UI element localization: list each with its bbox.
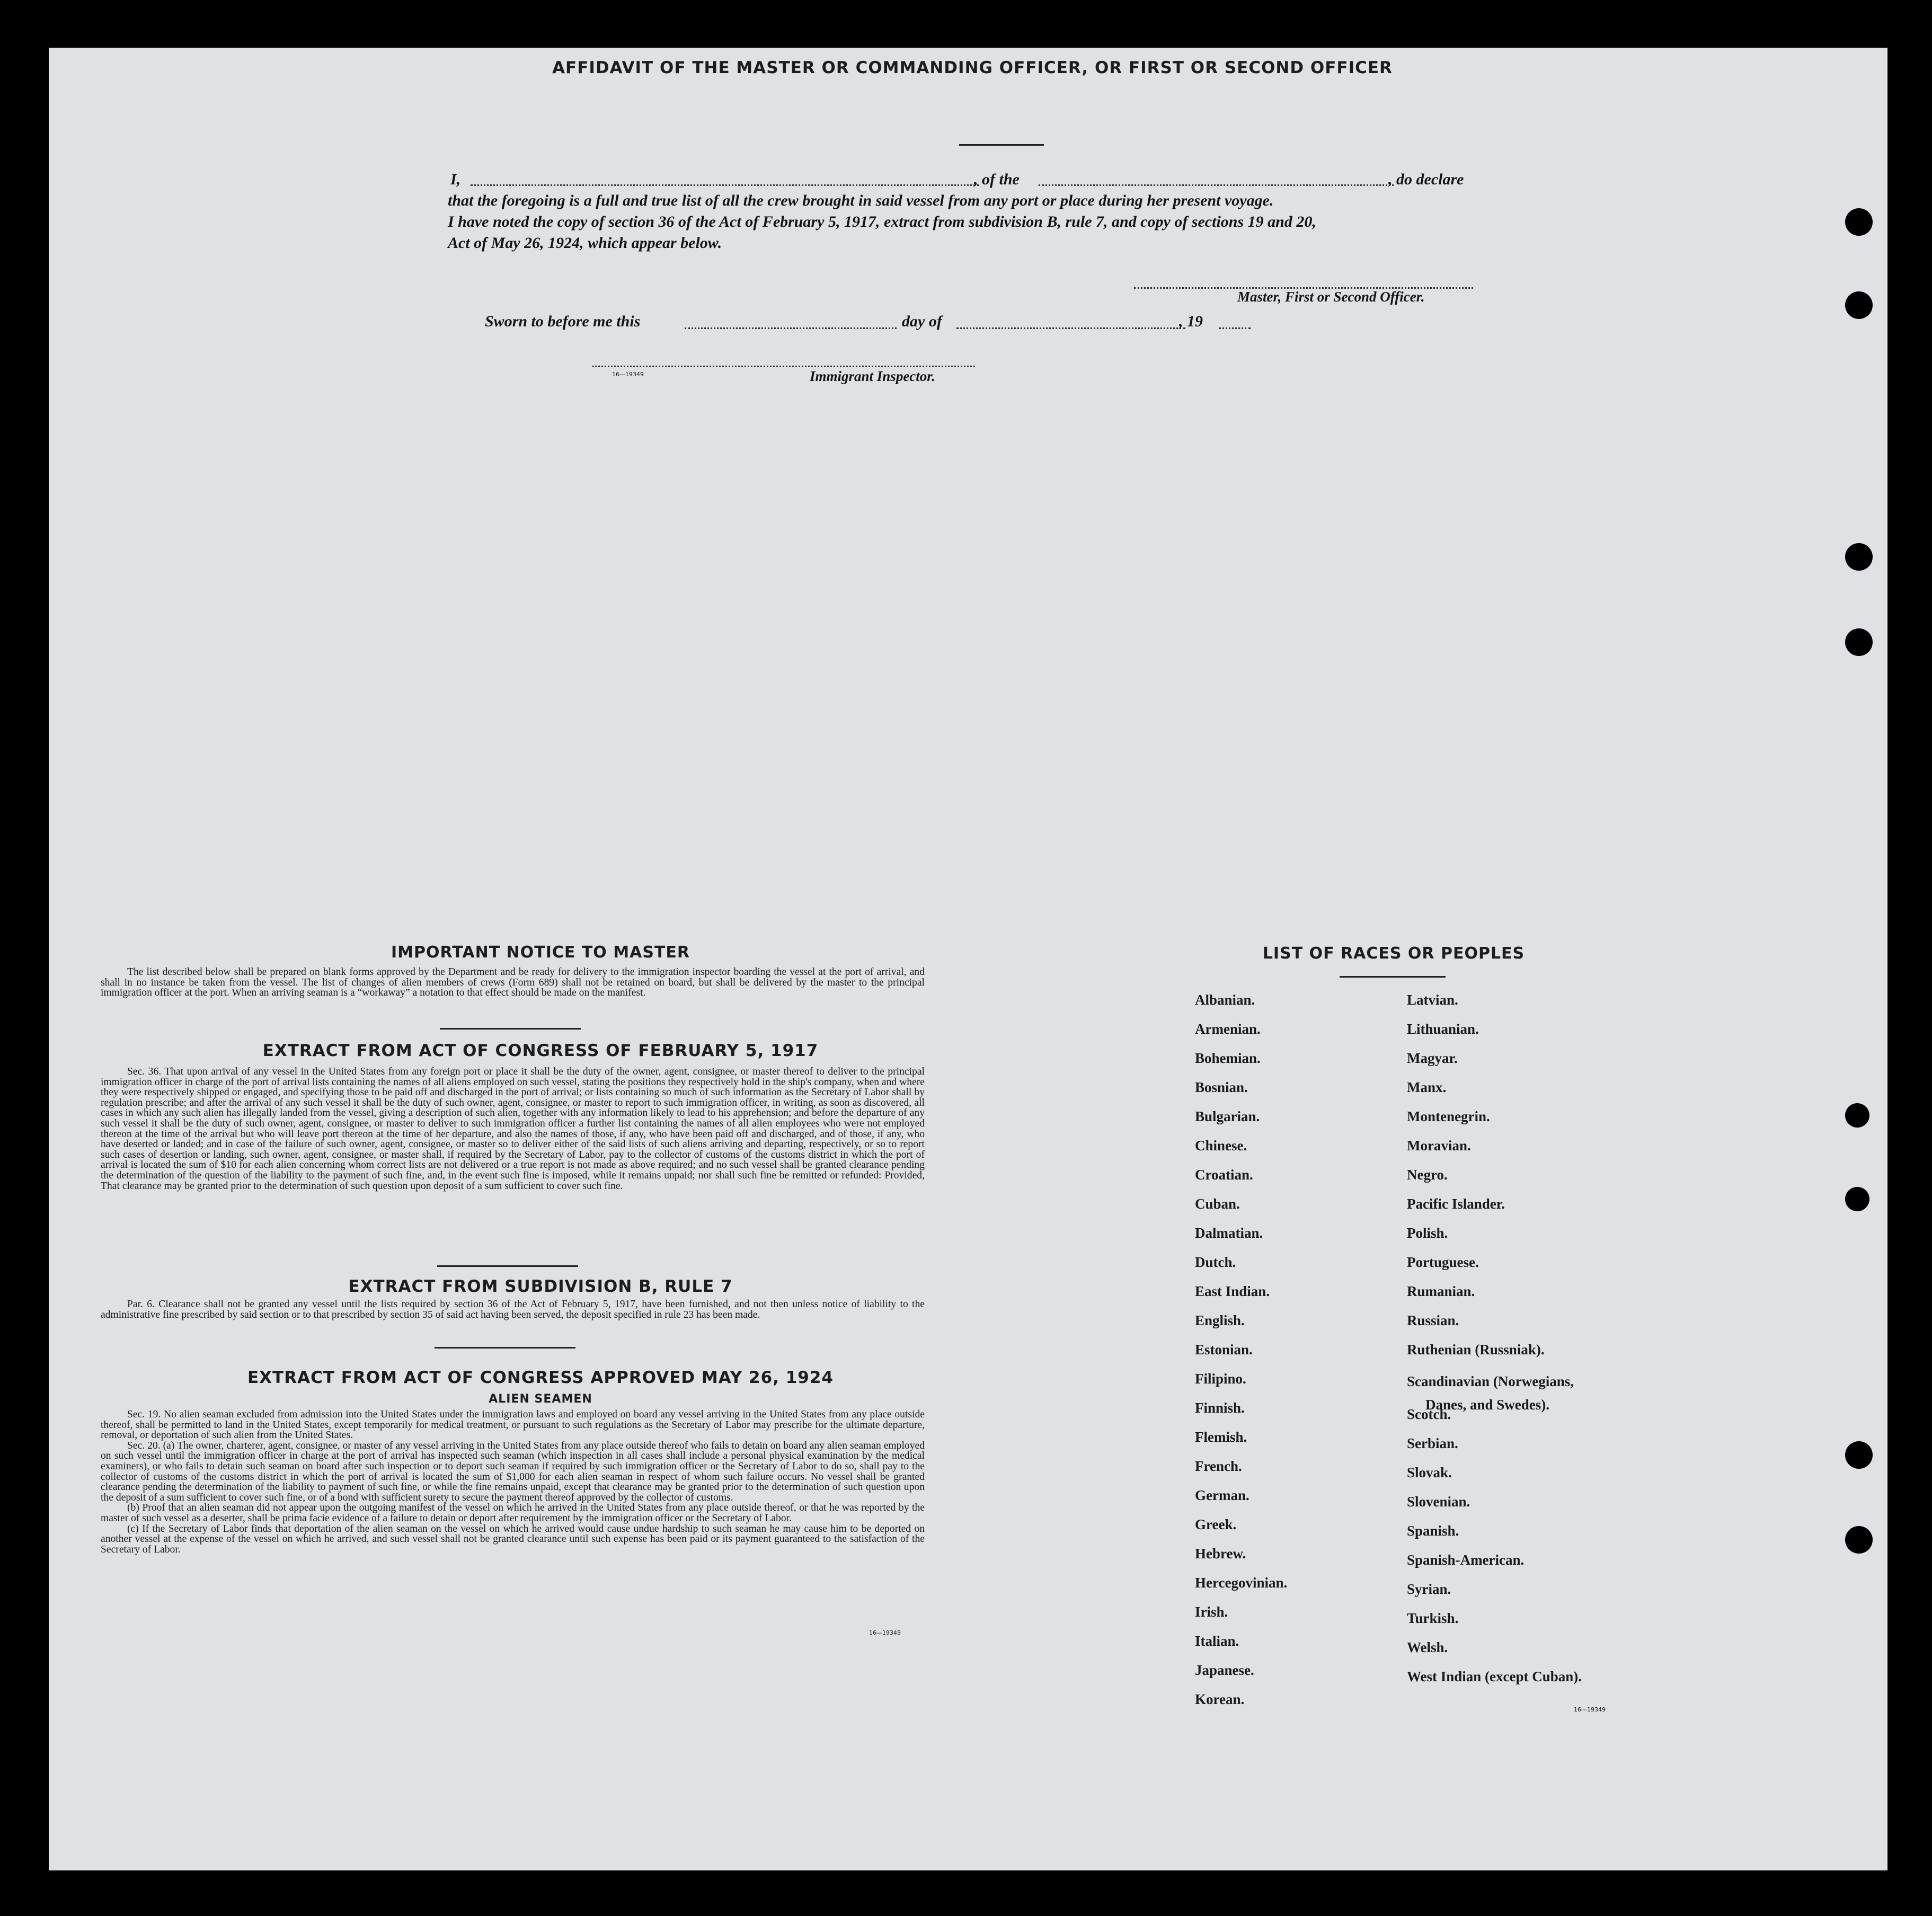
race-item: Polish.	[1407, 1225, 1448, 1241]
race-item: Hebrew.	[1195, 1546, 1246, 1562]
race-item: German.	[1195, 1487, 1249, 1503]
race-item: English.	[1195, 1312, 1245, 1328]
year-label: , 19	[1179, 313, 1203, 330]
race-item: Chinese.	[1195, 1138, 1247, 1154]
notice-divider	[440, 1028, 581, 1030]
affidavit-line-4: Act of May 26, 1924, which appear below.	[448, 234, 722, 252]
race-item: Latvian.	[1407, 992, 1458, 1008]
races-divider	[1340, 976, 1446, 978]
race-item: Scandinavian (Norwegians,	[1407, 1373, 1574, 1389]
sworn-year-field[interactable]	[1219, 327, 1251, 329]
race-item: Croatian.	[1195, 1167, 1253, 1183]
race-item: Slovenian.	[1407, 1494, 1470, 1510]
section-20c: (c) If the Secretary of Labor finds that deportation of the alien seaman on the vessel on which he arrived would cause undue hardship to such seaman he may cause him to be deported on another vessel at the expense of the vessel on which he arrived, and such vessel shall not be granted clearance until such expense has been paid or its payment guaranteed to the satisfaction of the Secretary of Labor.	[101, 1523, 925, 1555]
race-item: Bosnian.	[1195, 1079, 1248, 1095]
punch-hole	[1845, 1187, 1869, 1211]
notice-text: The list described below shall be prepared on blank forms approved by the Department and be ready for delivery to the immigration inspector boarding the vessel at the port of arrival, and shall in no instance be taken from the vessel. The list of changes of alien members of crews (Form 689) shall not be retained on board, but shall be delivered by the master to the principal immigration officer at the port. When an arriving seaman is a “workaway” a notation to that effect should be made on the manifest.	[101, 966, 925, 999]
punch-hole	[1845, 1103, 1869, 1128]
form-number-bottom: 16—19349	[1574, 1706, 1606, 1713]
race-item: Filipino.	[1195, 1371, 1246, 1387]
title-underline	[959, 144, 1044, 146]
signature-label: Master, First or Second Officer.	[1237, 289, 1425, 305]
race-item: Korean.	[1195, 1691, 1245, 1707]
extract-rule7-text: Par. 6. Clearance shall not be granted any vessel until the lists required by section 36 of the Act of February 5, 1917, have been furnished, and not then unless notice of liability to the administrative fine prescribed by said section or to that prescribed by section 35 of said act having been served, the deposit specified in rule 23 has been made.	[101, 1299, 925, 1320]
race-item: Japanese.	[1195, 1662, 1254, 1678]
race-item: Ruthenian (Russniak).	[1407, 1342, 1545, 1358]
race-item: Scotch.	[1407, 1406, 1451, 1422]
race-item: Dutch.	[1195, 1254, 1236, 1270]
section-20a: Sec. 20. (a) The owner, charterer, agent, consignee, or master of any vessel arriving in the United States from any place outside thereof who fails to detain on board any alien seaman employed on such vessel until the immigration officer in charge at the port of arrival has inspected such seaman (which inspection in all cases shall include a personal physical examination by the medical examiners), or who fails to detain such seaman on board after such inspection or to deport such seaman if required by such immigration officer or the Secretary of Labor to do so, shall pay to the collector of customs of the customs district in which the port of arrival is located the sum of $1,000 for each alien seaman in respect of whom such failure occurs. No vessel shall be granted clearance pending the determination of the liability to payment of such fine, or while the fine remains unpaid, except that clearance may be granted prior to the determination of such question upon the deposit of a sum sufficient to cover such fine, or of a bond with sufficient surety to secure the payment thereof approved by the collector of customs.	[101, 1440, 925, 1503]
race-item: Flemish.	[1195, 1429, 1247, 1445]
punch-hole	[1845, 208, 1873, 236]
day-of-label: day of	[902, 313, 942, 330]
race-item: Armenian.	[1195, 1021, 1261, 1037]
race-item: Lithuanian.	[1407, 1021, 1479, 1037]
race-item: Magyar.	[1407, 1050, 1458, 1066]
race-item: Rumanian.	[1407, 1283, 1475, 1299]
race-item: Syrian.	[1407, 1581, 1451, 1597]
race-item: Bulgarian.	[1195, 1108, 1260, 1124]
extract-1917-text: Sec. 36. That upon arrival of any vessel in the United States from any foreign port or place it shall be the duty of the owner, agent, consignee, or master thereof to deliver to the principal immigration officer in charge of the port of arrival lists containing the names of all aliens employed on such vessel, stating the positions they respectively hold in the ship's company, when and where they were respectively shipped or engaged, and specifying those to be paid off and discharged in the port of arrival; or lists containing so much of such information as the Secretary of Labor shall by regulation prescribe; and after the arrival of any such vessel it shall be the duty of such owner, agent, consignee, or master to report to such immigration officer, in writing, as soon as discovered, all cases in which any such alien has illegally landed from the vessel, giving a description of such alien, together with any information likely to lead to his apprehension; and before the departure of any such vessel it shall be the duty of such owner, agent, consignee, or master to deliver to such immigration officer a further list containing the names of all alien employees who were not employed thereon at the time of the arrival but who will leave port thereon at the time of her departure, and also the names of those, if any, who have been paid off and discharged, and of those, if any, who have deserted or landed; and in case of the failure of such owner, agent, consignee, or master so to deliver either of the said lists of such aliens arriving and departing, respectively, or so to report such cases of desertion or landing, such owner, agent, consignee, or master shall, if required by the Secretary of Labor, pay to the collector of customs of the customs district in which the port of arrival is located the sum of $10 for each alien concerning whom correct lists are not delivered or a true report is not made as above required; and no such vessel shall be granted clearance pending the determination of the question of the liability to the payment of such fine, and, in the event such fine is imposed, while it remains unpaid; nor shall such fine be remitted or refunded: Provided, That clearance may be granted prior to the determination of such question upon deposit of a sum sufficient to cover such fine.	[101, 1066, 925, 1192]
punch-hole	[1845, 1441, 1873, 1469]
race-item: French.	[1195, 1458, 1242, 1474]
affidavit-i: I,	[450, 171, 461, 188]
race-item: Turkish.	[1407, 1610, 1459, 1626]
race-item: East Indian.	[1195, 1283, 1270, 1299]
race-item-scandinavian-cont: Danes, and Swedes).	[1425, 1397, 1550, 1413]
sworn-month-field[interactable]	[956, 327, 1185, 329]
race-item: Cuban.	[1195, 1196, 1240, 1212]
race-item: Albanian.	[1195, 992, 1255, 1008]
race-item: Pacific Islander.	[1407, 1196, 1505, 1212]
race-item: Hercegovinian.	[1195, 1575, 1288, 1591]
inspector-signature-field[interactable]	[592, 366, 975, 367]
section-20b: (b) Proof that an alien seaman did not appear upon the outgoing manifest of the vessel on which he arrived in the United States from any place outside thereof, or that he was reported by the master of such vessel as a deserter, shall be prima facie evidence of a failure to detain or deport after requirement by the immigration officer or the Secretary of Labor.	[101, 1502, 925, 1524]
race-item: West Indian (except Cuban).	[1407, 1669, 1582, 1684]
extract-1917-title: EXTRACT FROM ACT OF CONGRESS OF FEBRUARY 5, 1917	[262, 1041, 819, 1060]
races-title: LIST OF RACES OR PEOPLES	[1262, 944, 1525, 963]
race-item: Negro.	[1407, 1167, 1448, 1183]
extract-1917-divider	[437, 1265, 578, 1267]
affidavit-declare: , do declare	[1388, 171, 1464, 188]
race-item: Italian.	[1195, 1633, 1239, 1649]
punch-hole	[1845, 1526, 1873, 1554]
race-item: Welsh.	[1407, 1639, 1448, 1655]
race-item: Serbian.	[1407, 1435, 1458, 1451]
extract-rule7-title: EXTRACT FROM SUBDIVISION B, RULE 7	[348, 1277, 733, 1296]
form-number-top: 16—19349	[612, 371, 644, 378]
race-item: Estonian.	[1195, 1342, 1253, 1358]
race-item: Irish.	[1195, 1604, 1228, 1620]
race-item: Spanish-American.	[1407, 1552, 1525, 1568]
inspector-label: Immigrant Inspector.	[810, 368, 936, 384]
affidavit-line-2: that the foregoing is a full and true list of all the crew brought in said vessel from any port or place during her present voyage.	[448, 192, 1274, 209]
race-item: Spanish.	[1407, 1523, 1459, 1539]
race-item: Slovak.	[1407, 1465, 1452, 1480]
affidavit-line-3: I have noted the copy of section 36 of the Act of February 5, 1917, extract from subdivision B, rule 7, and copy of sections 19 and 20,	[448, 213, 1316, 230]
notice-title: IMPORTANT NOTICE TO MASTER	[391, 943, 690, 962]
punch-hole	[1845, 628, 1873, 656]
race-item: Manx.	[1407, 1079, 1447, 1095]
race-item: Russian.	[1407, 1312, 1459, 1328]
sworn-label: Sworn to before me this	[485, 313, 641, 330]
race-item: Dalmatian.	[1195, 1225, 1263, 1241]
section-19: Sec. 19. No alien seaman excluded from admission into the United States under the immigration laws and employed on board any vessel arriving in the United States from any place outside thereof, shall be permitted to land in the United States, except temporarily for medical treatment, or pursuant to such regulations as the Secretary of Labor may prescribe for the ultimate departure, removal, or deportation of such alien from the United States.	[101, 1409, 925, 1441]
affidavit-of-the: , of the	[974, 171, 1020, 188]
punch-hole	[1845, 543, 1873, 571]
race-item: Bohemian.	[1195, 1050, 1261, 1066]
race-item: Montenegrin.	[1407, 1108, 1490, 1124]
punch-hole	[1845, 291, 1873, 319]
extract-rule7-divider	[435, 1347, 575, 1349]
race-item: Portuguese.	[1407, 1254, 1479, 1270]
name-field[interactable]	[471, 184, 979, 186]
extract-1924-title: EXTRACT FROM ACT OF CONGRESS APPROVED MAY 26, 1924	[247, 1368, 834, 1387]
race-item: Moravian.	[1407, 1138, 1471, 1154]
race-item: Finnish.	[1195, 1400, 1245, 1416]
alien-seamen-subtitle: ALIEN SEAMEN	[489, 1392, 592, 1406]
affidavit-title: AFFIDAVIT OF THE MASTER OR COMMANDING OFFICER, OR FIRST OR SECOND OFFICER	[552, 58, 1393, 77]
vessel-field[interactable]	[1039, 184, 1394, 186]
race-item: Greek.	[1195, 1516, 1237, 1532]
extract-1924-text	[101, 1409, 925, 1555]
form-number-mid: 16—19349	[869, 1629, 901, 1636]
sworn-day-field[interactable]	[685, 327, 897, 329]
